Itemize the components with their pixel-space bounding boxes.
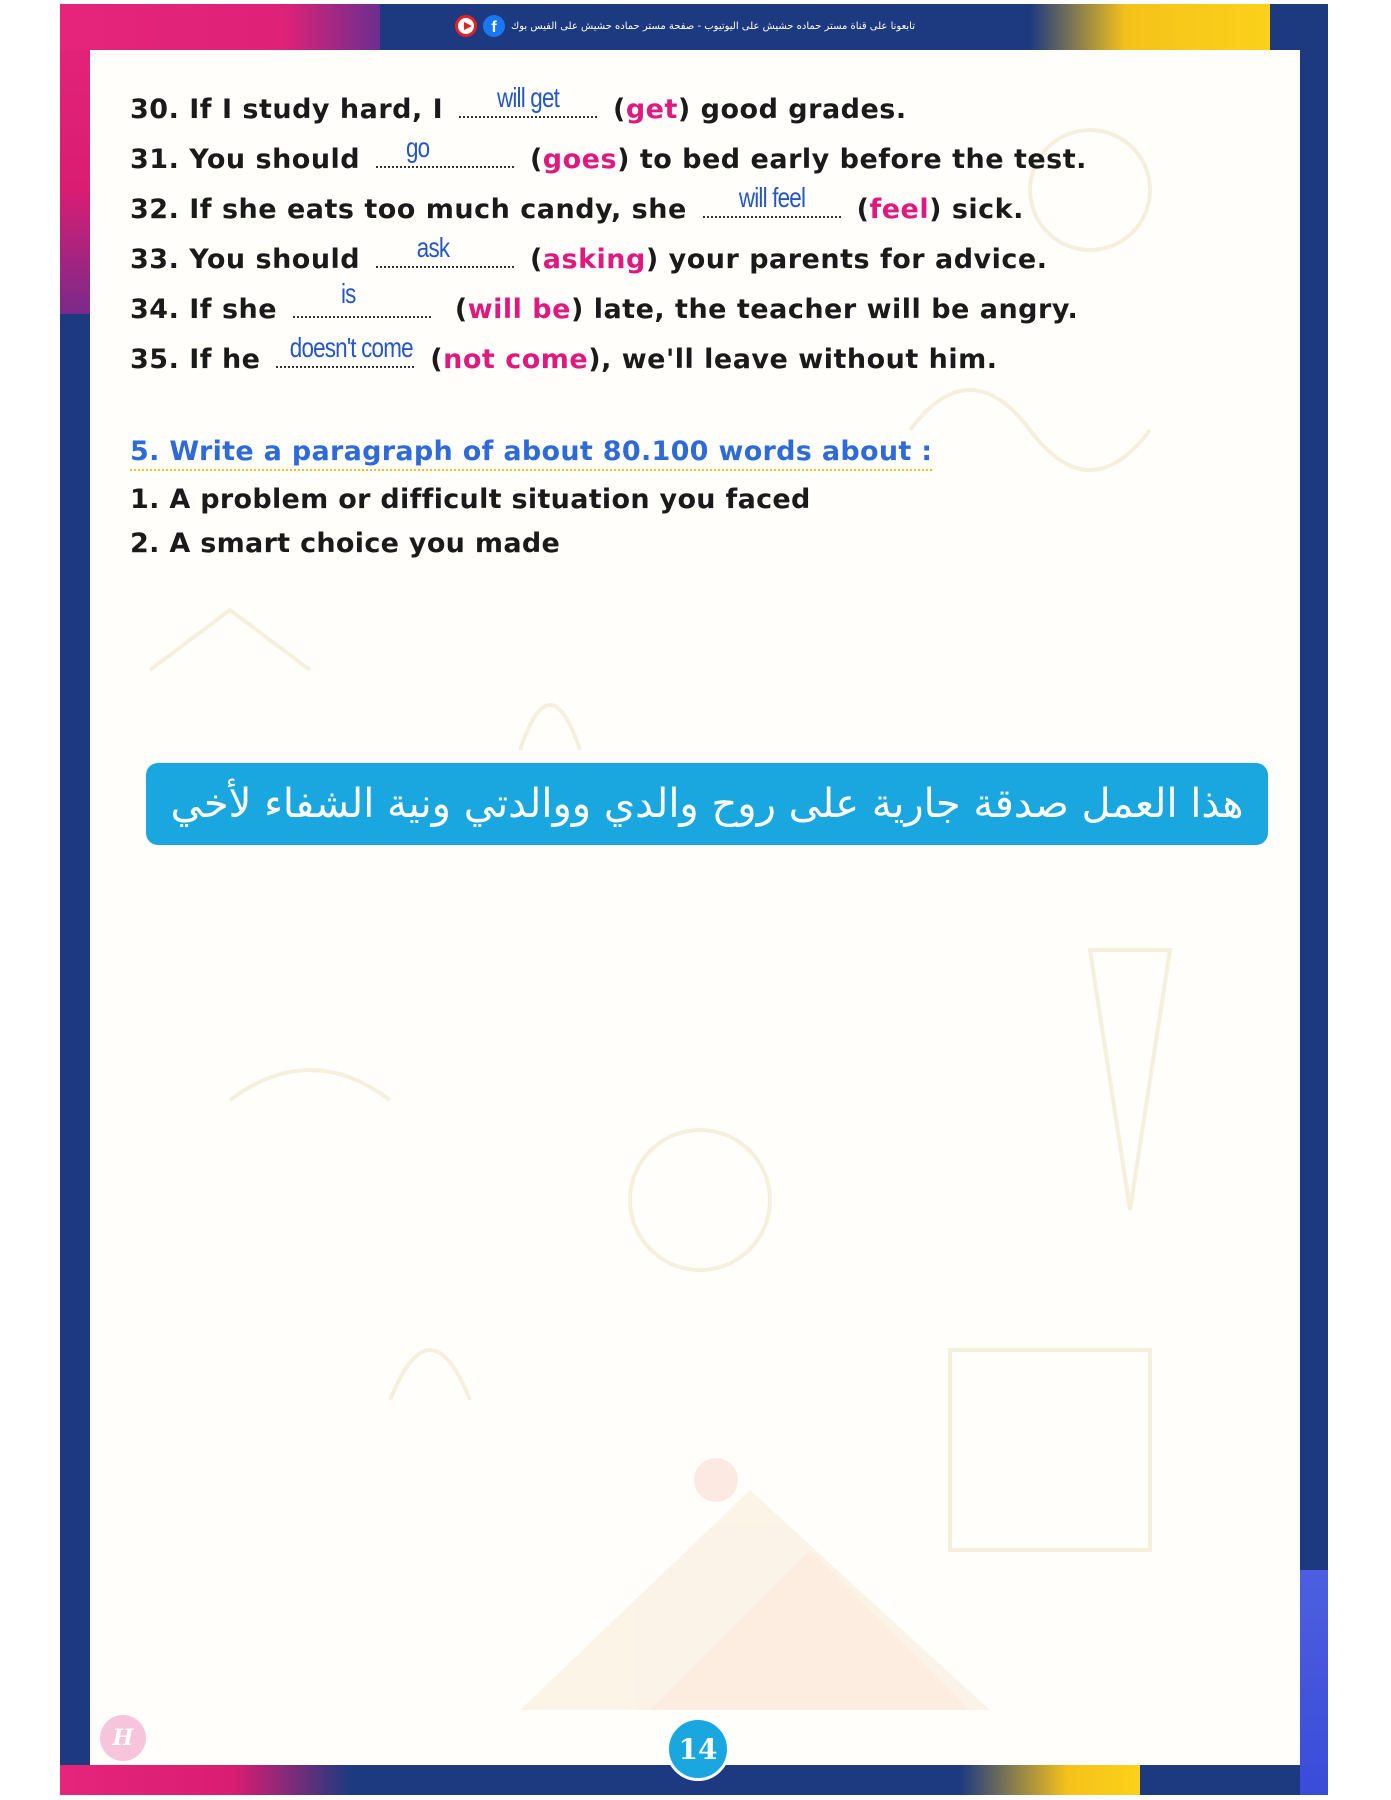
handwritten-answer: doesn't come — [290, 332, 414, 363]
header-follow-line — [455, 12, 935, 40]
exercise-number: 35. — [130, 344, 180, 375]
exercise-text-after: to bed early before the test. — [639, 144, 1087, 175]
exercise-item: 33. You should ask (asking) your parents for advice. — [130, 232, 1048, 275]
header-text: تابعونا على قناة مستر حماده حشيش على اليوتيوب - صفحة مستر حماده حشيش على الفيس بوك — [511, 20, 916, 32]
frame-accent-top-right — [1030, 4, 1270, 50]
verb-hint: feel — [869, 194, 930, 225]
frame-accent-bottom-right — [960, 1765, 1140, 1795]
exercise-number: 34. — [130, 294, 180, 325]
exercise-text-before: If she — [189, 294, 278, 325]
exercise-text-before: If she eats too much candy, she — [189, 194, 687, 225]
verb-hint: not come — [443, 344, 589, 375]
answer-blank[interactable] — [703, 182, 841, 218]
handwritten-answer: is — [340, 278, 356, 309]
facebook-icon[interactable] — [483, 15, 505, 37]
exercise-item: 32. If she eats too much candy, she will feel (feel) sick. — [130, 182, 1024, 225]
frame-accent-right — [1300, 1570, 1328, 1795]
writing-task-title: 5. Write a paragraph of about 80.100 words about : — [130, 436, 932, 471]
exercise-item: 35. If he doesn't come (not come), we'll leave without him. — [130, 332, 998, 375]
exercise-text-after: , we'll leave without him. — [601, 344, 998, 375]
exercise-item: 31. You should go (goes) to bed early before the test. — [130, 132, 1087, 175]
handwritten-answer: will feel — [738, 182, 805, 213]
publisher-logo-icon: H — [100, 1715, 146, 1761]
exercise-text-before: If I study hard, I — [189, 94, 444, 125]
writing-topic: 2. A smart choice you made — [130, 528, 561, 559]
exercise-text-before: You should — [189, 144, 361, 175]
youtube-icon[interactable] — [455, 15, 477, 37]
exercise-number: 31. — [130, 144, 180, 175]
writing-topic: 1. A problem or difficult situation you faced — [130, 484, 811, 515]
handwritten-answer: will get — [497, 82, 560, 113]
exercise-text-after: late, the teacher will be angry. — [593, 294, 1079, 325]
frame-accent-bottom-left — [60, 1765, 350, 1795]
frame-accent-left — [60, 4, 90, 314]
answer-blank[interactable] — [293, 278, 431, 318]
exercise-text-after: good grades. — [700, 94, 907, 125]
exercise-item: 34. If she is (will be) late, the teacher will be angry. — [130, 278, 1079, 325]
exercise-text-before: You should — [189, 244, 361, 275]
verb-hint: goes — [542, 144, 618, 175]
verb-hint: asking — [542, 244, 646, 275]
answer-blank[interactable] — [459, 82, 597, 118]
answer-blank[interactable] — [376, 132, 514, 168]
verb-hint: get — [625, 94, 678, 125]
handwritten-answer: ask — [416, 232, 450, 263]
exercise-number: 33. — [130, 244, 180, 275]
answer-blank[interactable] — [376, 232, 514, 268]
exercise-item: 30. If I study hard, I will get (get) good grades. — [130, 82, 907, 125]
exercise-number: 32. — [130, 194, 180, 225]
exercise-text-before: If he — [189, 344, 261, 375]
exercise-number: 30. — [130, 94, 180, 125]
exercise-text-after: your parents for advice. — [668, 244, 1048, 275]
frame-accent-top-left — [60, 4, 380, 50]
page-number: 14 — [666, 1717, 730, 1781]
facebook-glyph: f — [491, 19, 497, 36]
dedication-banner — [146, 763, 1268, 845]
verb-hint: will be — [467, 294, 571, 325]
dedication-text: هذا العمل صدقة جارية على روح والدي ووالدتي ونية الشفاء لأخي — [170, 781, 1244, 827]
exercise-text-after: sick. — [951, 194, 1024, 225]
handwritten-answer: go — [406, 132, 430, 163]
answer-blank[interactable] — [276, 332, 414, 368]
